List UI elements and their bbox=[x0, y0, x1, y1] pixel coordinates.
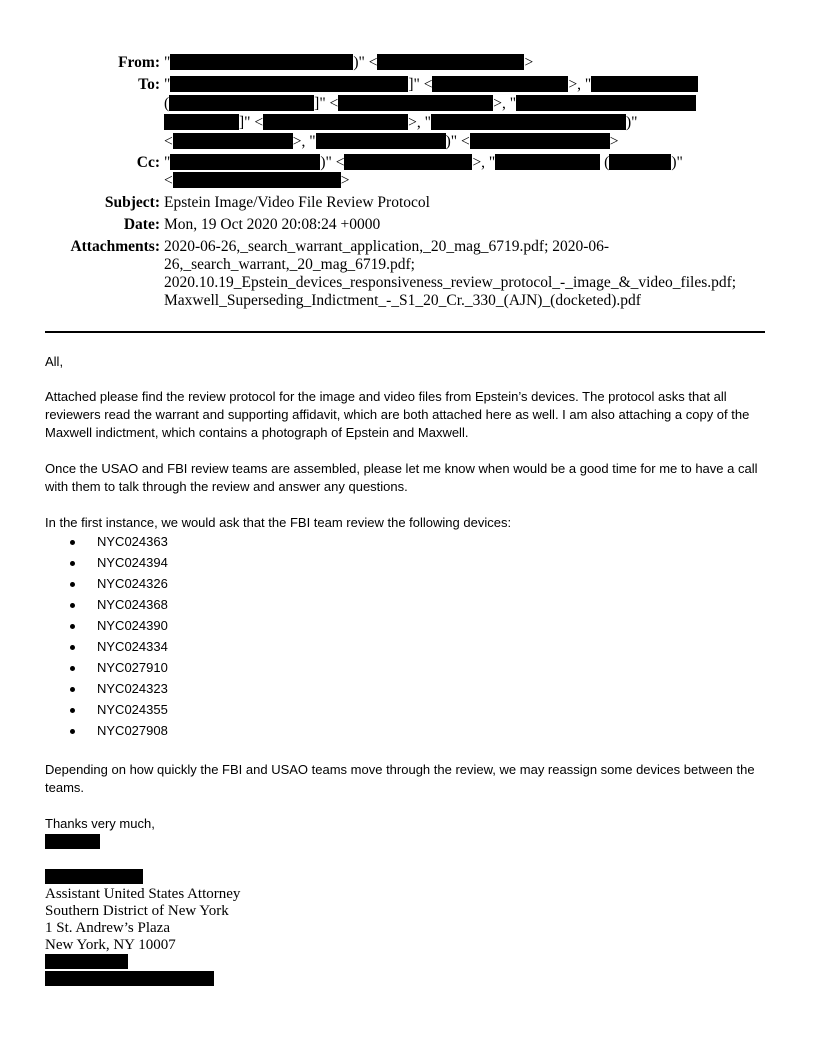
bullet-icon bbox=[70, 582, 75, 587]
to-value-line3: ]" < >, " )" bbox=[164, 113, 637, 132]
signature-city: New York, NY 10007 bbox=[45, 937, 176, 953]
redaction bbox=[164, 114, 239, 130]
subject-label: Subject: bbox=[104, 194, 160, 211]
signature-title: Assistant United States Attorney bbox=[45, 886, 241, 902]
redaction bbox=[338, 95, 493, 111]
device-id: NYC027910 bbox=[97, 660, 168, 675]
attachment-line: Maxwell_Superseding_Indictment_-_S1_20_Cr._330_(AJN)_(docketed).pdf bbox=[164, 292, 641, 309]
signature-street: 1 St. Andrew’s Plaza bbox=[45, 920, 170, 936]
bullet-icon bbox=[70, 708, 75, 713]
bullet-icon bbox=[70, 645, 75, 650]
redaction bbox=[170, 154, 320, 170]
date-value: Mon, 19 Oct 2020 20:08:24 +0000 bbox=[164, 216, 381, 233]
redaction bbox=[516, 95, 696, 111]
redaction bbox=[344, 154, 472, 170]
redaction bbox=[170, 54, 353, 70]
redaction bbox=[609, 154, 671, 170]
redaction bbox=[45, 834, 100, 849]
attachment-line: 2020-06-26,_search_warrant_application,_20_mag_6719.pdf; 2020-06- bbox=[164, 238, 610, 255]
paragraph-reassign: Depending on how quickly the FBI and USAO teams move through the review, we may reassign some devices between the teams. bbox=[45, 762, 755, 795]
bullet-icon bbox=[70, 666, 75, 671]
paragraph-teams: Once the USAO and FBI review teams are assembled, please let me know when would be a good time for me to have a call with them to talk through the review and answer any questions. bbox=[45, 461, 758, 494]
redaction bbox=[169, 95, 314, 111]
device-id: NYC024390 bbox=[97, 618, 168, 633]
attachment-line: 2020.10.19_Epstein_devices_responsiveness_review_protocol_-_image_&_video_files.pdf; bbox=[164, 274, 737, 291]
to-value-line4: < >, " )" < > bbox=[164, 133, 619, 150]
closing: Thanks very much, bbox=[45, 816, 155, 831]
paragraph-devices-intro: In the first instance, we would ask that the FBI team review the following devices: bbox=[45, 515, 512, 530]
bullet-icon bbox=[70, 561, 75, 566]
cc-value-line2: < > bbox=[164, 172, 350, 189]
redaction bbox=[45, 869, 143, 884]
signature-office: Southern District of New York bbox=[45, 903, 229, 919]
to-value-line2: ( ]" < >, " bbox=[164, 94, 696, 113]
redaction bbox=[431, 114, 626, 130]
device-id: NYC024326 bbox=[97, 576, 168, 591]
to-label: To: bbox=[138, 76, 160, 93]
device-id: NYC024355 bbox=[97, 702, 168, 717]
bullet-icon bbox=[70, 540, 75, 545]
attachments-label: Attachments: bbox=[70, 238, 160, 255]
redaction bbox=[591, 76, 698, 92]
redaction bbox=[377, 54, 524, 70]
device-id: NYC024323 bbox=[97, 681, 168, 696]
redaction bbox=[170, 76, 408, 92]
redaction bbox=[495, 154, 600, 170]
device-id: NYC024368 bbox=[97, 597, 168, 612]
device-id: NYC024334 bbox=[97, 639, 168, 654]
redaction bbox=[470, 133, 610, 149]
redaction bbox=[173, 133, 293, 149]
attachment-line: 26,_search_warrant,_20_mag_6719.pdf; bbox=[164, 256, 415, 273]
device-id: NYC024394 bbox=[97, 555, 168, 570]
cc-label: Cc: bbox=[136, 154, 160, 171]
greeting: All, bbox=[45, 354, 64, 369]
date-label: Date: bbox=[123, 216, 160, 233]
to-value-line1: " ]" < >, " bbox=[164, 75, 698, 94]
redaction bbox=[263, 114, 408, 130]
bullet-icon bbox=[70, 687, 75, 692]
device-id: NYC024363 bbox=[97, 534, 168, 549]
redaction bbox=[45, 971, 214, 986]
redaction bbox=[45, 954, 128, 969]
bullet-icon bbox=[70, 624, 75, 629]
redaction bbox=[432, 76, 568, 92]
from-value: " )" < > bbox=[164, 54, 534, 71]
bullet-icon bbox=[70, 603, 75, 608]
redaction bbox=[173, 172, 341, 188]
from-label: From: bbox=[118, 54, 160, 71]
paragraph-protocol: Attached please find the review protocol for the image and video files from Epstein’s devices. The protocol asks that all reviewers read the warrant and supporting affidavit, which are both attached here as well. I am also attaching a copy of the Maxwell indictment, which contains a photograph of Epstein and Maxwell. bbox=[45, 389, 750, 440]
header-divider bbox=[45, 331, 765, 333]
cc-value-line1: " )" < >, " ( )" bbox=[164, 154, 683, 171]
redaction bbox=[316, 133, 446, 149]
bullet-icon bbox=[70, 729, 75, 734]
subject-value: Epstein Image/Video File Review Protocol bbox=[164, 194, 430, 211]
device-id: NYC027908 bbox=[97, 723, 168, 738]
